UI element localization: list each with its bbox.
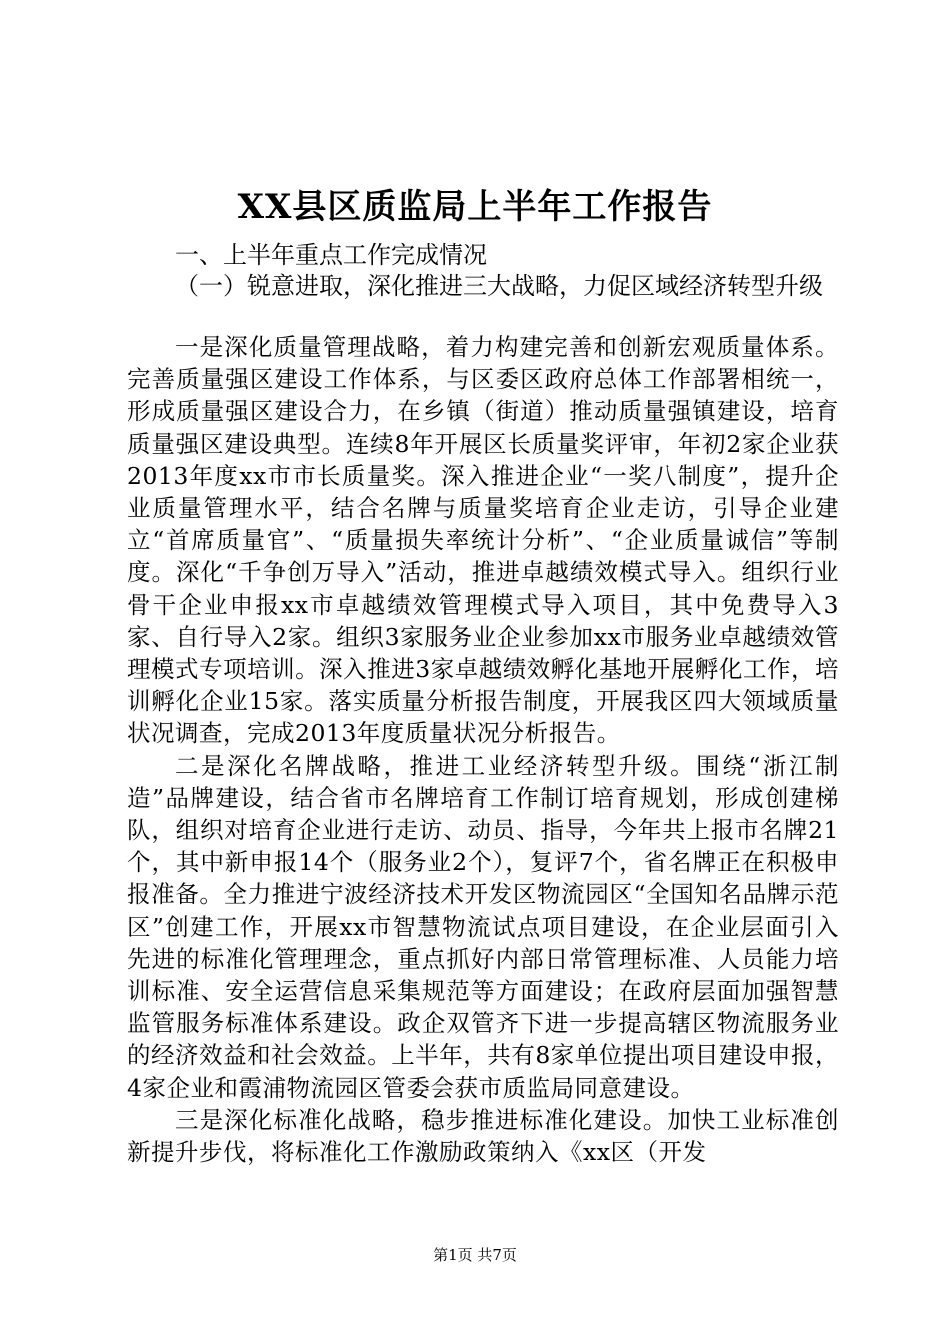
body-text	[127, 331, 839, 1168]
paragraph: 二是深化名牌战略，推进工业经济转型升级。围绕“浙江制造”品牌建设，结合省市名牌培育工作制订培育规划，形成创建梯队，组织对培育企业进行走访、动员、指导，今年共上报市名牌21个，其中新申报14个（服务业2个），复评7个，省名牌正在积极申报准备。全力推进宁波经济技术开发区物流园区“全国知名品牌示范区”创建工作，开展xx市智慧物流试点项目建设，在企业层面引入先进的标准化管理理念，重点抓好内部日常管理标准、人员能力培训标准、安全运营信息采集规范等方面建设；在政府层面加强智慧监管服务标准体系建设。政企双管齐下进一步提高辖区物流服务业的经济效益和社会效益。上半年，共有8家单位提出项目建设申报，4家企业和霞浦物流园区管委会获市质监局同意建设。	[127, 751, 839, 1102]
paragraph: 三是深化标准化战略，稳步推进标准化建设。加快工业标准创新提升步伐，将标准化工作激励政策纳入《xx区（开发	[127, 1105, 839, 1167]
subsection-heading: （一）锐意进取，深化推进三大战略，力促区域经济转型升级	[175, 272, 823, 300]
document-title: XX县区质监局上半年工作报告	[237, 187, 713, 227]
page-footer: 第1页 共7页	[433, 1246, 517, 1264]
paragraph: 一是深化质量管理战略，着力构建完善和创新宏观质量体系。完善质量强区建设工作体系，与区委区政府总体工作部署相统一，形成质量强区建设合力，在乡镇（街道）推动质量强镇建设，培育质量强区建设典型。连续8年开展区长质量奖评审，年初2家企业获2013年度xx市市长质量奖。深入推进企业“一奖八制度”，提升企业质量管理水平，结合名牌与质量奖培育企业走访，引导企业建立“首席质量官”、“质量损失率统计分析”、“企业质量诚信”等制度。深化“千争创万导入”活动，推进卓越绩效模式导入。组织行业骨干企业申报xx市卓越绩效管理模式导入项目，其中免费导入3家、自行导入2家。组织3家服务业企业参加xx市服务业卓越绩效管理模式专项培训。深入推进3家卓越绩效孵化基地开展孵化工作，培训孵化企业15家。落实质量分析报告制度，开展我区四大领域质量状况调查，完成2013年度质量状况分析报告。	[127, 333, 839, 748]
section-heading: 一、上半年重点工作完成情况	[175, 241, 487, 269]
